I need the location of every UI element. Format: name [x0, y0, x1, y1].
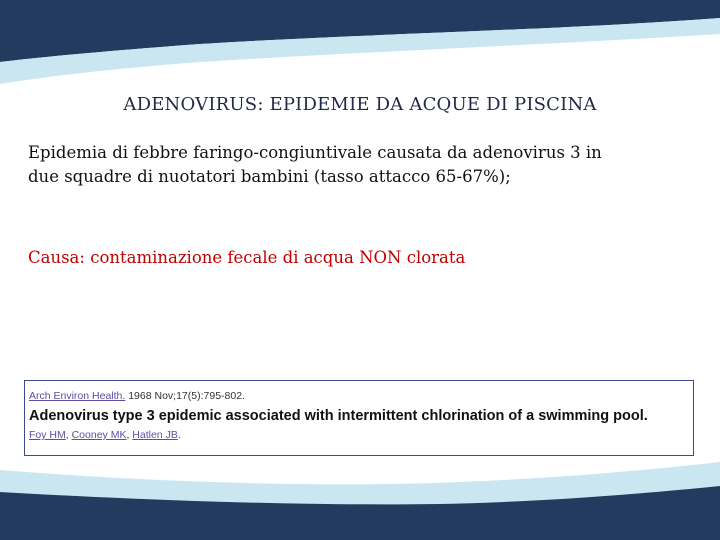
author-separator: , — [126, 429, 133, 441]
author-link[interactable]: Cooney MK — [71, 429, 127, 441]
cause-text: Causa: contaminazione fecale di acqua NON clorata — [28, 248, 466, 267]
slide-title: ADENOVIRUS: EPIDEMIE DA ACQUE DI PISCINA — [123, 94, 597, 115]
body-line-2: due squadre di nuotatori bambini (tasso attacco 65-67%); — [28, 167, 511, 186]
citation-details: 1968 Nov;17(5):795-802. — [125, 390, 245, 402]
authors-end: . — [177, 429, 181, 441]
slide-body — [28, 141, 688, 189]
citation-title: Adenovirus type 3 epidemic associated with intermittent chlorination of a swimming pool. — [29, 408, 648, 424]
citation-source — [29, 389, 689, 403]
author-separator: , — [65, 429, 72, 441]
citation-box — [24, 380, 694, 456]
author-link[interactable]: Foy HM — [29, 429, 66, 441]
author-link[interactable]: Hatlen JB — [132, 429, 178, 441]
body-line-1: Epidemia di febbre faringo-congiuntivale causata da adenovirus 3 in — [28, 143, 602, 162]
citation-authors — [29, 428, 689, 442]
journal-link[interactable]: Arch Environ Health. — [29, 390, 126, 402]
